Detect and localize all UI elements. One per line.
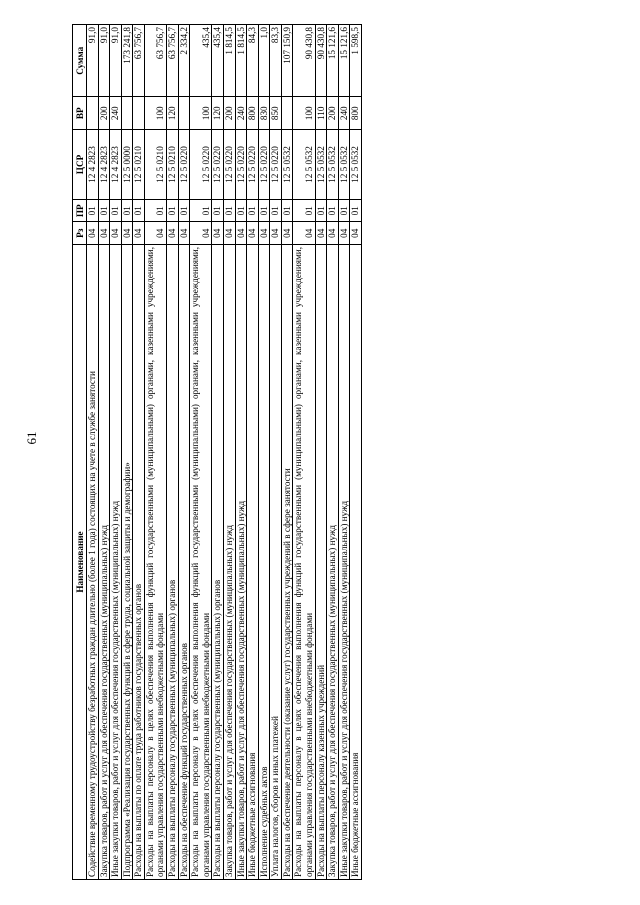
cell-sum: 15 121,6 — [338, 25, 350, 98]
cell-csr: 12 5 0532 — [350, 130, 362, 200]
cell-rz: 04 — [133, 222, 145, 245]
cell-name: Расходы на выплаты персоналу государственных (муниципальных) органов — [212, 245, 224, 880]
cell-vr: 120 — [167, 97, 179, 130]
cell-vr: 240 — [110, 97, 122, 130]
cell-sum: 63 756,7 — [144, 25, 166, 98]
cell-csr: 12 5 0220 — [235, 130, 247, 200]
cell-pr: 01 — [133, 200, 145, 223]
cell-csr: 12 5 0210 — [144, 130, 166, 200]
cell-sum: 173 241,8 — [121, 25, 133, 98]
cell-name: Иные закупки товаров, работ и услуг для обеспечения государственных (муниципальных) нужд — [338, 245, 350, 880]
cell-pr: 01 — [350, 200, 362, 223]
cell-vr: 120 — [212, 97, 224, 130]
table-row — [87, 25, 99, 880]
cell-rz: 04 — [315, 222, 327, 245]
cell-sum: 84,3 — [247, 25, 259, 98]
cell-sum: 90 430,8 — [315, 25, 327, 98]
cell-name: Исполнение судебных актов — [258, 245, 270, 880]
cell-rz: 04 — [110, 222, 122, 245]
cell-rz: 04 — [144, 222, 166, 245]
cell-pr: 01 — [281, 200, 293, 223]
cell-name: Закупка товаров, работ и услуг для обеспечения государственных (муниципальных) нужд — [98, 245, 110, 880]
cell-csr: 12 5 0220 — [178, 130, 190, 200]
cell-sum: 63 756,7 — [167, 25, 179, 98]
cell-vr — [133, 97, 145, 130]
cell-name: Расходы на выплаты персоналу в целях обеспечения выполнения функций государственными (муниципальными) органами, казенными учреждениями, органами управления государственными внебюджетными фондами — [293, 245, 315, 880]
table-row — [178, 25, 190, 880]
cell-pr: 01 — [110, 200, 122, 223]
cell-vr: 100 — [293, 97, 315, 130]
cell-pr: 01 — [144, 200, 166, 223]
table-header-row — [73, 25, 87, 880]
cell-pr: 01 — [327, 200, 339, 223]
cell-rz: 04 — [350, 222, 362, 245]
table-row — [258, 25, 270, 880]
table-row — [293, 25, 315, 880]
cell-pr: 01 — [87, 200, 99, 223]
header-sum: Сумма — [73, 25, 87, 98]
cell-csr: 12 4 2823 — [98, 130, 110, 200]
cell-csr: 12 5 0532 — [327, 130, 339, 200]
rotated-table-frame — [72, 24, 552, 880]
cell-vr: 200 — [327, 97, 339, 130]
cell-rz: 04 — [327, 222, 339, 245]
cell-pr: 01 — [223, 200, 235, 223]
cell-csr: 12 5 0532 — [338, 130, 350, 200]
cell-sum: 1 814,5 — [223, 25, 235, 98]
cell-rz: 04 — [338, 222, 350, 245]
cell-csr: 12 5 0220 — [247, 130, 259, 200]
cell-sum: 1 814,5 — [235, 25, 247, 98]
cell-csr: 12 5 0532 — [315, 130, 327, 200]
cell-name: Содействие временному трудоустройству безработных граждан длительно (более 1 года) состоящих на учете в службе занятости — [87, 245, 99, 880]
table-row — [98, 25, 110, 880]
cell-pr: 01 — [98, 200, 110, 223]
cell-pr: 01 — [270, 200, 282, 223]
cell-sum: 1,0 — [258, 25, 270, 98]
table-row — [121, 25, 133, 880]
cell-name: Иные закупки товаров, работ и услуг для обеспечения государственных (муниципальных) нужд — [235, 245, 247, 880]
budget-table — [72, 24, 362, 880]
cell-rz: 04 — [223, 222, 235, 245]
table-row — [281, 25, 293, 880]
header-pr: ПР — [73, 200, 87, 223]
table-row — [270, 25, 282, 880]
cell-name: Закупка товаров, работ и услуг для обеспечения государственных (муниципальных) нужд — [223, 245, 235, 880]
table-row — [133, 25, 145, 880]
header-vr: ВР — [73, 97, 87, 130]
cell-rz: 04 — [167, 222, 179, 245]
table-row — [235, 25, 247, 880]
cell-rz: 04 — [178, 222, 190, 245]
cell-name: Расходы на выплаты персоналу в целях обеспечения выполнения функций государственными (муниципальными) органами, казенными учреждениями, органами управления государственными внебюджетными фондами — [190, 245, 212, 880]
cell-pr: 01 — [167, 200, 179, 223]
cell-name: Расходы на выплаты персоналу казенных учреждений — [315, 245, 327, 880]
cell-vr — [87, 97, 99, 130]
cell-vr: 200 — [98, 97, 110, 130]
cell-csr: 12 5 0210 — [167, 130, 179, 200]
cell-vr — [178, 97, 190, 130]
cell-rz: 04 — [98, 222, 110, 245]
cell-rz: 04 — [258, 222, 270, 245]
cell-csr: 12 5 0210 — [133, 130, 145, 200]
table-row — [110, 25, 122, 880]
cell-name: Расходы на обеспечение деятельности (оказание услуг) государственных учреждений в сфере занятости — [281, 245, 293, 880]
cell-sum: 91,0 — [98, 25, 110, 98]
cell-csr: 12 4 2823 — [110, 130, 122, 200]
cell-sum: 435,4 — [190, 25, 212, 98]
table-row — [338, 25, 350, 880]
cell-rz: 04 — [247, 222, 259, 245]
cell-name: Иные закупки товаров, работ и услуг для обеспечения государственных (муниципальных) нужд — [110, 245, 122, 880]
cell-rz: 04 — [212, 222, 224, 245]
cell-sum: 63 756,7 — [133, 25, 145, 98]
cell-name: Иные бюджетные ассигнования — [350, 245, 362, 880]
cell-sum: 91,0 — [110, 25, 122, 98]
cell-csr: 12 5 0220 — [223, 130, 235, 200]
cell-csr: 12 5 0220 — [258, 130, 270, 200]
cell-rz: 04 — [190, 222, 212, 245]
cell-sum: 91,0 — [87, 25, 99, 98]
cell-pr: 01 — [247, 200, 259, 223]
cell-vr: 240 — [235, 97, 247, 130]
table-row — [315, 25, 327, 880]
cell-vr: 200 — [223, 97, 235, 130]
table-row — [350, 25, 362, 880]
cell-rz: 04 — [87, 222, 99, 245]
cell-rz: 04 — [281, 222, 293, 245]
cell-name: Подпрограмма «Реализация государственных функций в сфере труда, социальной защиты и демографии» — [121, 245, 133, 880]
cell-vr: 800 — [247, 97, 259, 130]
cell-name: Расходы на выплаты по оплате труда работников государственных органов — [133, 245, 145, 880]
cell-sum: 2 334,2 — [178, 25, 190, 98]
cell-sum: 1 598,5 — [350, 25, 362, 98]
header-csr: ЦСР — [73, 130, 87, 200]
cell-name: Расходы на обеспечение функций государственных органов — [178, 245, 190, 880]
cell-csr: 12 5 0532 — [293, 130, 315, 200]
cell-pr: 01 — [258, 200, 270, 223]
cell-pr: 01 — [212, 200, 224, 223]
cell-sum: 15 121,6 — [327, 25, 339, 98]
table-row — [144, 25, 166, 880]
page-number: 61 — [24, 431, 39, 445]
cell-name: Уплата налогов, сборов и иных платежей — [270, 245, 282, 880]
table-row — [212, 25, 224, 880]
cell-csr: 12 5 0000 — [121, 130, 133, 200]
cell-csr: 12 5 0220 — [270, 130, 282, 200]
cell-csr: 12 5 0220 — [212, 130, 224, 200]
cell-vr: 100 — [144, 97, 166, 130]
cell-vr: 830 — [258, 97, 270, 130]
cell-rz: 04 — [235, 222, 247, 245]
cell-rz: 04 — [270, 222, 282, 245]
cell-name: Закупка товаров, работ и услуг для обеспечения государственных (муниципальных) нужд — [327, 245, 339, 880]
table-row — [167, 25, 179, 880]
cell-rz: 04 — [293, 222, 315, 245]
cell-csr: 12 5 0532 — [281, 130, 293, 200]
cell-pr: 01 — [315, 200, 327, 223]
cell-sum: 435,4 — [212, 25, 224, 98]
cell-sum: 83,3 — [270, 25, 282, 98]
table-row — [223, 25, 235, 880]
cell-name: Расходы на выплаты персоналу государственных (муниципальных) органов — [167, 245, 179, 880]
cell-sum: 107 150,9 — [281, 25, 293, 98]
cell-vr: 110 — [315, 97, 327, 130]
cell-rz: 04 — [121, 222, 133, 245]
cell-vr: 100 — [190, 97, 212, 130]
header-rz: Рз — [73, 222, 87, 245]
cell-vr: 800 — [350, 97, 362, 130]
cell-pr: 01 — [293, 200, 315, 223]
cell-vr: 240 — [338, 97, 350, 130]
cell-vr: 850 — [270, 97, 282, 130]
cell-pr: 01 — [190, 200, 212, 223]
table-row — [190, 25, 212, 880]
cell-vr — [281, 97, 293, 130]
cell-pr: 01 — [121, 200, 133, 223]
cell-pr: 01 — [178, 200, 190, 223]
cell-name: Иные бюджетные ассигнования — [247, 245, 259, 880]
cell-csr: 12 4 2823 — [87, 130, 99, 200]
cell-name: Расходы на выплаты персоналу в целях обеспечения выполнения функций государственными (муниципальными) органами, казенными учреждениями, органами управления государственными внебюджетными фондами — [144, 245, 166, 880]
cell-vr — [121, 97, 133, 130]
cell-sum: 90 430,8 — [293, 25, 315, 98]
table-row — [327, 25, 339, 880]
cell-pr: 01 — [338, 200, 350, 223]
cell-pr: 01 — [235, 200, 247, 223]
cell-csr: 12 5 0220 — [190, 130, 212, 200]
table-row — [247, 25, 259, 880]
header-name: Наименование — [73, 245, 87, 880]
